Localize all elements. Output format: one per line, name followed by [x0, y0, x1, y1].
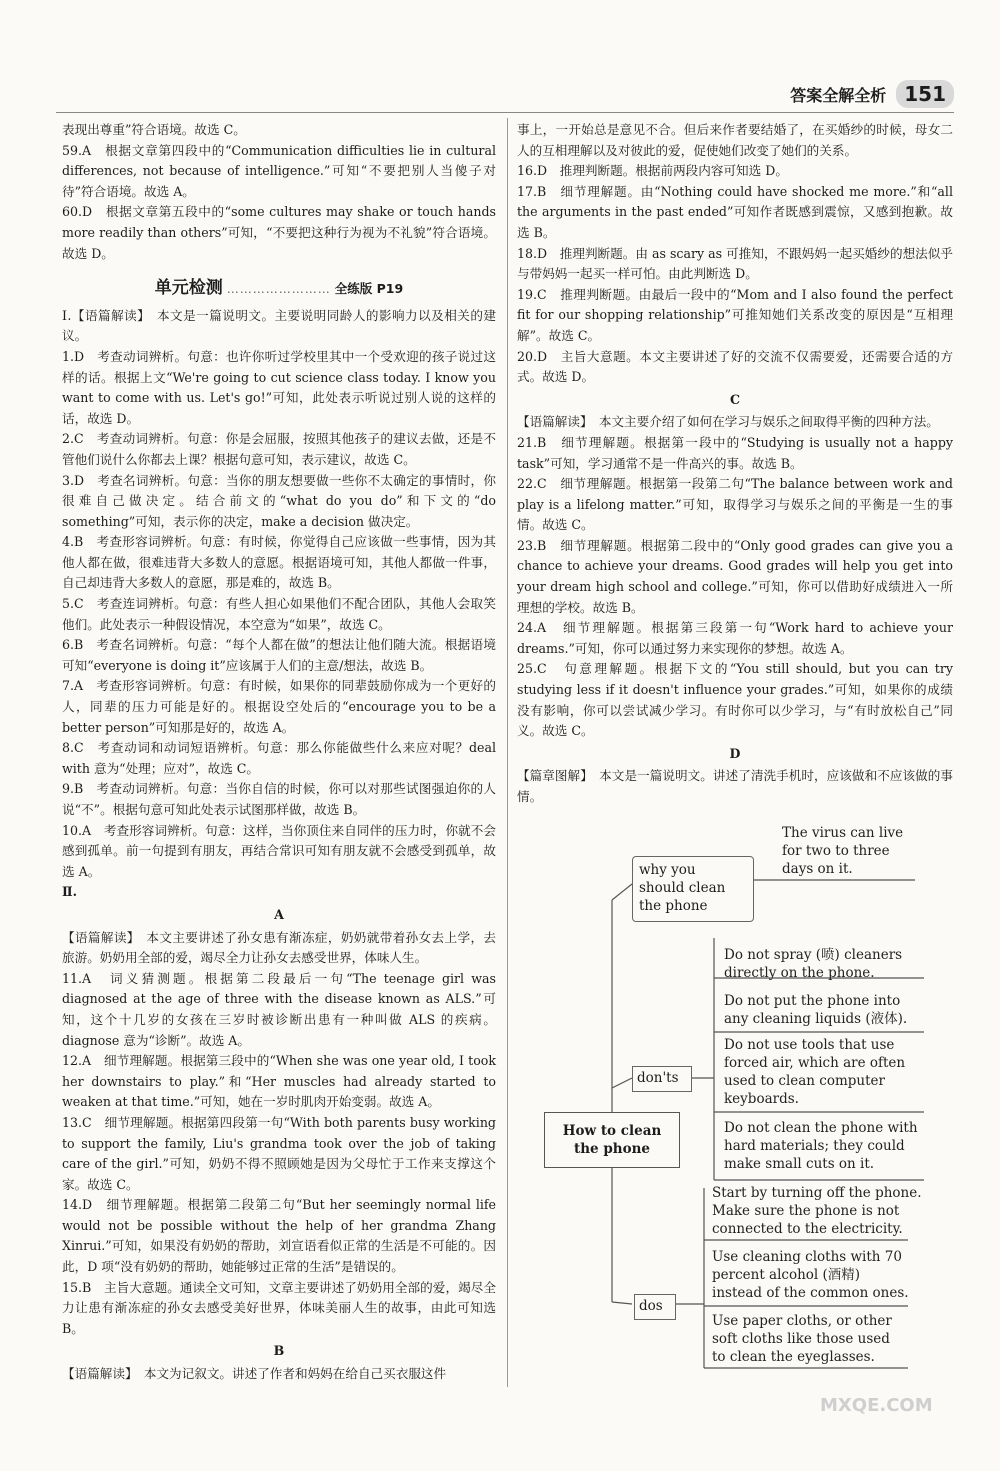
branch-dos: dos — [634, 1294, 676, 1320]
answer-item: 【篇章图解】 本文是一篇说明文。讲述了清洗手机时，应该做和不应该做的事情。 — [517, 768, 953, 804]
answer-item: 12.A 细节理解题。根据第三段中的“When she was one year old, I took her downstairs to play.”和“Her muscles had already started to weaken at that time.”可知，她在一岁时肌肉开始变弱。故选 A。 — [62, 1053, 496, 1110]
branch-why: why you should clean the phone — [632, 856, 754, 922]
section-letter: B — [273, 1343, 285, 1359]
answer-item: 3.D 考查名词辨析。句意：当你的朋友想要做一些你不太确定的事情时，你很难自己做决定。结合前文的“what do you do”和下文的“do something”可知，表示你的决定，make a decision 做决定。 — [62, 472, 496, 529]
header-rule — [56, 112, 954, 113]
section-letter: C — [729, 391, 741, 407]
answer-item: 9.B 考查动词辨析。句意：当你自信的时候，你可以对那些试图强迫你的人说“不”。根据句意可知此处表示试图那样做，故选 B。 — [62, 781, 496, 817]
section-letter: A — [274, 906, 284, 922]
site-watermark: MXQE.COM — [820, 1395, 933, 1416]
answer-item: 【语篇解读】 本文主要介绍了如何在学习与娱乐之间取得平衡的四种方法。 — [517, 414, 939, 430]
answer-item: 23.B 细节理解题。根据第二段中的“Only good grades can give you a chance to achieve your dreams. Good grades will help you get into your dream high school and college.”可知，你可以借助好成绩进入一所理想的学校。故选 B。 — [517, 537, 953, 615]
answer-item: 22.C 细节理解题。根据第一段第二句“The balance between work and play is a lifelong matter.”可知，取得学习与娱乐之间的平衡是一生的事情。故选 C。 — [517, 476, 953, 533]
answer-item: 8.C 考查动词和动词短语辨析。句意：那么你能做些什么来应对呢？deal with 意为“处理；应对”，故选 C。 — [62, 740, 496, 776]
answer-item: 4.B 考查形容词辨析。句意：有时候，你觉得自己应该做一些事情，因为其他人都在做，很难违背大多数人的意愿。根据语境可知，其他人都做一件事，自己却违背大多数人的意愿，那是难的，故选 B。 — [62, 534, 496, 591]
donts-item: Do not spray (喷) cleaners directly on the phone. — [724, 947, 903, 981]
unit-heading: 单元检测 — [154, 278, 223, 299]
answer-item: 15.B 主旨大意题。通读全文可知，文章主要讲述了奶奶用全部的爱，竭尽全力让患有渐冻症的孙女去感受美好世界，体味美丽人生的故事，由此可知选 B。 — [62, 1279, 496, 1336]
answer-item: 5.C 考查连词辨析。句意：有些人担心如果他们不配合团队，其他人会取笑他们。此处表示一种假设情况，本空意为“如果”，故选 C。 — [62, 596, 496, 632]
header-title: 答案全解全析 — [790, 85, 887, 105]
paragraph: 表现出尊重”符合语境。故选 C。 — [62, 122, 246, 137]
answer-item: 14.D 细节理解题。根据第二段第二句“But her seemingly normal life would not be possible without the help of her grandma Zhang Xinrui.”可知，如果没有奶奶的帮助，刘宣语看似正常的生活是不可能的。因此，D 项“没有奶奶的帮助，她能够过正常的生活”是错误的。 — [62, 1197, 496, 1275]
answer-item: 【语篇解读】 本文为记叙文。讲述了作者和妈妈在给自己买衣服这件 — [62, 1366, 447, 1382]
answer-item: 6.B 考查名词辨析。句意：“每个人都在做”的想法让他们随大流。根据语境可知“everyone is doing it”应该属于人们的主意/想法，故选 B。 — [62, 637, 496, 673]
unit-reference: 全练版 P19 — [334, 281, 404, 297]
answer-item: 24.A 细节理解题。根据第三段第一句“Work hard to achieve your dreams.”可知，你可以通过努力来实现你的梦想。故选 A。 — [517, 620, 953, 656]
leader-dots: …………………… — [226, 282, 331, 297]
answer-item: 13.C 细节理解题。根据第四段第一句“With both parents busy working to support the family, Liu's grandma took over the job of taking care of the girl.”可知，奶奶不得不照顾她是因为父母忙于工作来支撑这个家。故选 C。 — [62, 1114, 496, 1192]
unit-test-heading — [62, 278, 496, 300]
mind-map — [530, 820, 950, 1380]
column-divider — [507, 118, 508, 1387]
answer-item: 10.A 考查形容词辨析。句意：这样，当你顶住来自同伴的压力时，你就不会感到孤单。前一句提到有朋友，再结合常识可知有朋友就不会感受到孤单，故选 A。 — [62, 822, 496, 879]
right-column — [517, 120, 953, 808]
donts-item: Do not use tools that use forced air, which are often used to clean computer keyboards. — [724, 1037, 906, 1107]
answer-item: 16.D 推理判断题。根据前两段内容可知选 D。 — [517, 163, 788, 179]
answer-item: 2.C 考查动词辨析。句意：你是会屈服，按照其他孩子的建议去做，还是不管他们说什么你都去上课？根据句意可知，表示建议，故选 C。 — [62, 431, 496, 467]
why-detail: The virus can live for two to three days on it. — [782, 825, 904, 877]
dos-item: Use paper cloths, or other soft cloths like those used to clean the eyeglasses. — [712, 1313, 892, 1365]
branch-donts: don'ts — [632, 1066, 692, 1092]
mind-map-root: How to clean the phone — [544, 1112, 680, 1168]
answer-item: 11.A 词义猜测题。根据第二段最后一句“The teenage girl was diagnosed at the age of three with the disease known as ALS.”可知，这个十几岁的女孩在三岁时被诊断出患有一种叫做 ALS 的疾病。diagnose 意为“诊断”。故选 A。 — [62, 970, 496, 1048]
left-column — [62, 120, 496, 1385]
page-header — [790, 80, 954, 108]
answer-item: 21.B 细节理解题。根据第一段中的“Studying is usually not a happy task”可知，学习通常不是一件高兴的事。故选 B。 — [517, 434, 953, 471]
answer-item: 18.D 推理判断题。由 as scary as 可推知，不跟妈妈一起买婚纱的想法似乎与带妈妈一起买一样可怕。由此判断选 D。 — [517, 245, 953, 282]
donts-item: Do not clean the phone with hard materials; they could make small cuts on it. — [724, 1120, 918, 1172]
answer-item: 19.C 推理判断题。由最后一段中的“Mom and I also found the perfect fit for our shopping relationship”可推知她们关系改变的原因是“互相理解”。故选 C。 — [517, 286, 953, 343]
answer-item: 【语篇解读】 本文主要讲述了孙女患有渐冻症，奶奶就带着孙女去上学，去旅游。奶奶用全部的爱，竭尽全力让孙女去感受世界，体味人生。 — [62, 929, 496, 966]
section-number: Ⅱ. — [62, 884, 77, 900]
answer-item: 7.A 考查形容词辨析。句意：有时候，如果你的同辈鼓励你成为一个更好的人，同辈的压力可能是好的。根据设空处后的“encourage you to be a better person”可知那是好的，故选 A。 — [62, 678, 496, 735]
answer-item: 17.B 细节理解题。由“Nothing could have shocked me more.”和“all the arguments in the past ended”可知作者既感到震惊，又感到抱歉。故选 B。 — [517, 183, 953, 240]
answer-item: 20.D 主旨大意题。本文主要讲述了好的交流不仅需要爱，还需要合适的方式。故选 D。 — [517, 348, 953, 385]
page-number: 151 — [896, 80, 954, 108]
donts-item: Do not put the phone into any cleaning liquids (液体). — [724, 993, 908, 1027]
section-letter: D — [729, 745, 741, 761]
answer-item: 1.D 考查动词辨析。句意：也许你听过学校里其中一个受欢迎的孩子说过这样的话。根据上文“We're going to cut science class today. I know you want to come with us. Let's go!”可知，此处表示听说过别人说的这样的话，故选 D。 — [62, 348, 496, 426]
paragraph: 59.A 根据文章第四段中的“Communication difficulties lie in cultural differences, not because of intelligence.”可知“不要把别人当傻子对待”符合语境。故选 A。 — [62, 142, 496, 199]
dos-item: Start by turning off the phone. Make sure the phone is not connected to the electricity. — [712, 1185, 922, 1237]
dos-item: Use cleaning cloths with 70 percent alcohol (酒精) instead of the common ones. — [712, 1249, 909, 1301]
paragraph: 60.D 根据文章第五段中的“some cultures may shake or touch hands more readily than others”可知，“不要把这种行为视为不礼貌”符合语境。故选 D。 — [62, 204, 496, 261]
answer-item: Ⅰ.【语篇解读】 本文是一篇说明文。主要说明同龄人的影响力以及相关的建议。 — [62, 307, 496, 344]
answer-item: 25.C 句意理解题。根据下文的“You still should, but you can try studying less if it doesn't influence your grades.”可知，如果你的成绩没有影响，你可以尝试减少学习。有时你可以少学习，与“有时放松自己”同义。故选 C。 — [517, 661, 953, 739]
answer-item: 事上，一开始总是意见不合。但后来作者要结婚了，在买婚纱的时候，母女二人的互相理解以及对彼此的爱，促使她们改变了她们的关系。 — [517, 122, 953, 158]
